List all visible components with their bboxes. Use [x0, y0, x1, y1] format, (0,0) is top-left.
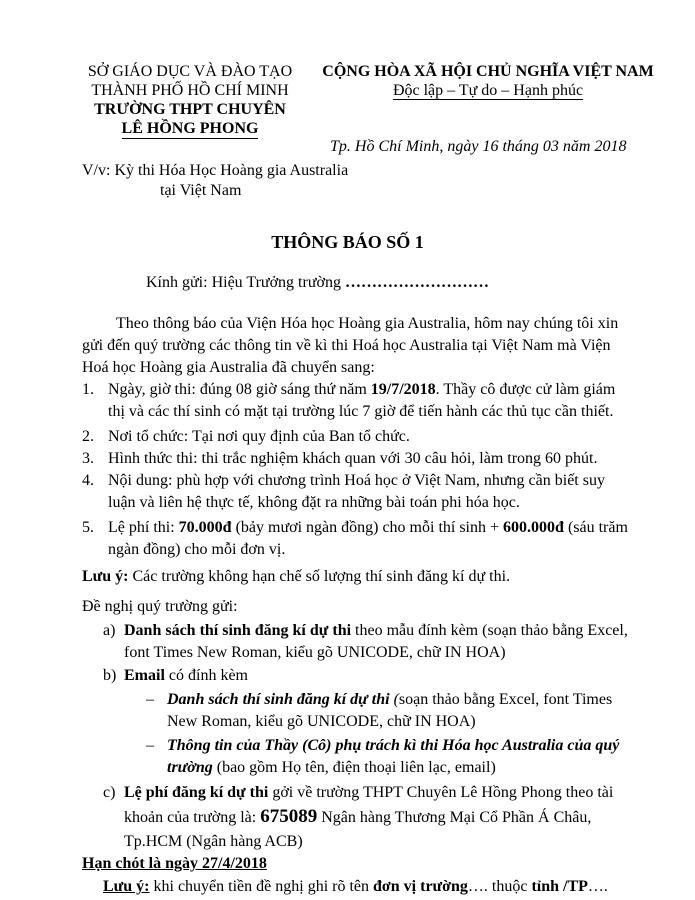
- note-2-text-1: khi chuyển tiền đề nghị ghi rõ tên: [149, 878, 374, 895]
- sub-item-c: [103, 781, 613, 854]
- subject-line-1: V/v: Kỳ thi Hóa Học Hoàng gia Australia: [82, 162, 349, 179]
- list-item-4: [82, 470, 605, 514]
- sub-b-bold: Email: [124, 667, 165, 684]
- dash-1-line-2: New Roman, kiểu gõ UNICODE, chữ IN HOA): [167, 713, 476, 730]
- dash-item-1: [146, 689, 612, 733]
- list-item-5: [82, 517, 628, 561]
- note-1-text: Các trường không hạn chế số lượng thí sinh đăng kí dự thi.: [128, 568, 511, 585]
- greeting: [146, 274, 489, 292]
- national-motto-text: Độc lập – Tự do – Hạnh phúc: [392, 82, 584, 99]
- note-2: [103, 878, 608, 896]
- item-1-line-2: thị và các thí sinh có mặt tại trường lúc 7 giờ để tiến hành các thủ tục cần thiết.: [108, 403, 614, 420]
- issuer-school: TRƯỜNG THPT CHUYÊN: [94, 101, 286, 118]
- list-item-3: [82, 448, 597, 470]
- sub-c-text: gởi về trường THPT Chuyên Lê Hồng Phong theo tài: [268, 784, 614, 801]
- sub-item-mark: a): [103, 622, 116, 639]
- sub-item-a: [103, 620, 628, 664]
- dash-2-text: (bao gồm Họ tên, điện thoại liên lạc, email): [212, 759, 496, 776]
- list-number: 4.: [82, 472, 94, 489]
- sub-item-mark: b): [103, 667, 117, 684]
- list-number: 2.: [82, 428, 94, 445]
- intro-paragraph: [82, 313, 662, 379]
- exam-date: 19/7/2018: [370, 381, 436, 398]
- national-title: CỘNG HÒA XÃ HỘI CHỦ NGHĨA VIỆT NAM: [322, 63, 654, 80]
- note-2-text-2: …. thuộc: [467, 878, 532, 895]
- sub-c-line-2-pre: khoản của trường là:: [124, 809, 261, 826]
- note-1: [82, 568, 510, 586]
- list-item-1: [82, 379, 672, 423]
- greeting-text: Kính gửi: Hiệu Trưởng trường: [146, 274, 345, 291]
- item-1-text-post: . Thầy cô được cử làm giám: [435, 381, 616, 398]
- note-2-bold-1: đơn vị trường: [373, 878, 468, 895]
- dash-2-bold-italic-1: Thông tin của Thầy (Cô) phụ trách kì thi Hóa học Australia của quý: [167, 737, 620, 754]
- item-4-line-2: luận và liên hệ thực tế, không đặt ra những bài toán phi hóa học.: [108, 494, 520, 511]
- note-2-text-3: ….: [587, 878, 608, 895]
- sub-a-bold: Danh sách thí sinh đăng kí dự thi: [124, 622, 352, 639]
- sub-c-line-2-post: Ngân hàng Thương Mại Cổ Phần Á Châu,: [317, 809, 592, 826]
- intro-line-1: Theo thông báo của Viện Hóa học Hoàng gia Australia, hôm nay chúng tôi xin: [116, 315, 619, 332]
- item-5-text-post: (sáu trăm: [563, 519, 628, 536]
- note-2-label: Lưu ý:: [103, 878, 150, 895]
- dash-mark: –: [146, 691, 154, 708]
- list-number: 5.: [82, 519, 94, 536]
- list-number: 3.: [82, 450, 94, 467]
- date-line: Tp. Hồ Chí Minh, ngày 16 tháng 03 năm 2018: [330, 138, 627, 155]
- dash-mark: –: [146, 737, 154, 754]
- item-4-line-1: Nội dung: phù hợp với chương trình Hoá học ở Việt Nam, nhưng cần biết suy: [108, 472, 605, 489]
- dash-2-bold-italic-2: trường: [167, 759, 213, 776]
- dash-item-2: [146, 735, 619, 779]
- issuer-school-name-text: LÊ HỒNG PHONG: [121, 120, 259, 137]
- note-1-label: Lưu ý:: [82, 568, 129, 585]
- subject-line-2: tại Việt Nam: [160, 182, 242, 199]
- item-5-text-pre: Lệ phí thi:: [108, 519, 179, 536]
- issuer-city: THÀNH PHỐ HỒ CHÍ MINH: [91, 82, 289, 99]
- national-motto: [318, 81, 658, 100]
- issuer-block: [70, 62, 310, 138]
- national-motto-block: [318, 62, 658, 100]
- document-title: THÔNG BÁO SỐ 1: [271, 232, 424, 252]
- fee-per-unit: 600.000đ: [503, 519, 564, 536]
- issuer-school-name: [70, 119, 310, 138]
- sub-item-b: [103, 665, 248, 687]
- sub-item-mark: c): [103, 784, 116, 801]
- dash-1-italic: (: [389, 691, 399, 708]
- item-3-text: Hình thức thi: thi trắc nghiệm khách quan với 30 câu hỏi, làm trong 60 phút.: [108, 450, 598, 467]
- note-2-bold-2: tỉnh /TP: [531, 878, 588, 895]
- request-line: Đề nghị quý trường gửi:: [82, 598, 238, 615]
- item-2-text: Nơi tổ chức: Tại nơi quy định của Ban tổ chức.: [108, 428, 410, 445]
- item-1-text-pre: Ngày, giờ thi: đúng 08 giờ sáng thứ năm: [108, 381, 371, 398]
- sub-a-line-2: font Times New Roman, kiểu gõ UNICODE, chữ IN HOA): [124, 644, 506, 661]
- greeting-dots: ………………………: [344, 274, 489, 291]
- bank-account-number: 675089: [260, 806, 318, 827]
- intro-line-3: Hoá học Hoàng gia Australia đã chuyển sang:: [82, 359, 375, 376]
- sub-a-text: theo mẫu đính kèm (soạn thảo bằng Excel,: [351, 622, 628, 639]
- dash-1-bold-italic: Danh sách thí sinh đăng kí dự thi: [167, 691, 390, 708]
- fee-per-student: 70.000đ: [178, 519, 232, 536]
- list-number: 1.: [82, 381, 94, 398]
- sub-c-bold: Lệ phí đăng kí dự thi: [124, 784, 269, 801]
- item-5-text-mid: (bảy mươi ngàn đồng) cho mỗi thí sinh +: [231, 519, 504, 536]
- item-5-line-2: ngàn đồng) cho mỗi đơn vị.: [108, 541, 286, 558]
- dash-1-text: soạn thảo bằng Excel, font Times: [398, 691, 613, 708]
- deadline: Hạn chót là ngày 27/4/2018: [82, 855, 267, 872]
- sub-b-text: có đính kèm: [164, 667, 248, 684]
- intro-line-2: gửi đến quý trường các thông tin về kì thi Hoá học Australia tại Việt Nam mà Viện: [82, 337, 611, 354]
- issuer-department: SỞ GIÁO DỤC VÀ ĐÀO TẠO: [87, 63, 293, 80]
- sub-c-line-3: Tp.HCM (Ngân hàng ACB): [124, 833, 303, 850]
- list-item-2: [82, 426, 410, 448]
